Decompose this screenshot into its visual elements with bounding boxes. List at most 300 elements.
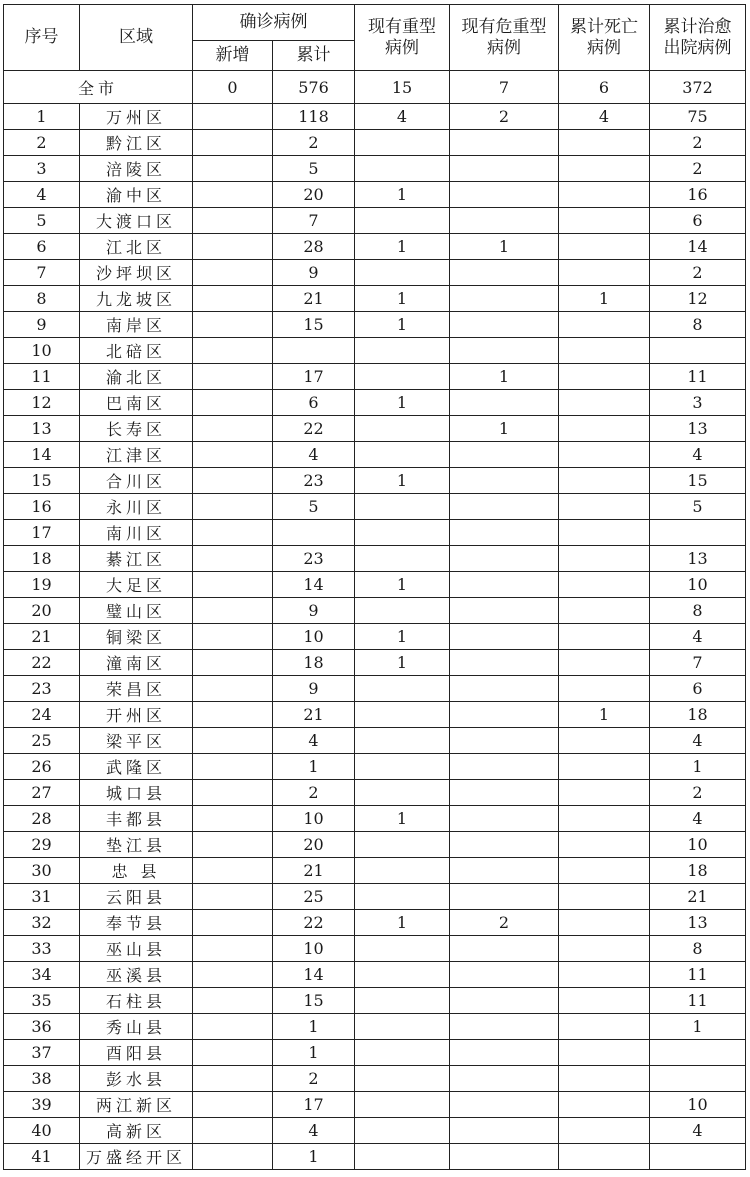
cell-deaths	[559, 260, 650, 286]
cell-cured: 11	[650, 988, 746, 1014]
cell-severe	[355, 442, 450, 468]
cell-deaths	[559, 1014, 650, 1040]
cell-cured: 18	[650, 858, 746, 884]
cell-new	[193, 962, 273, 988]
cell-new	[193, 546, 273, 572]
total-deaths: 6	[559, 71, 650, 104]
cell-seq: 10	[4, 338, 80, 364]
header-area: 区域	[80, 5, 193, 71]
cell-cured: 8	[650, 312, 746, 338]
cell-cured: 10	[650, 572, 746, 598]
cell-deaths	[559, 520, 650, 546]
cell-cumulative: 14	[273, 572, 355, 598]
cell-severe: 1	[355, 572, 450, 598]
cell-area: 云阳县	[80, 884, 193, 910]
cell-area: 綦江区	[80, 546, 193, 572]
header-cumulative: 累计	[273, 41, 355, 71]
cell-severe	[355, 598, 450, 624]
cell-new	[193, 624, 273, 650]
cell-area: 开州区	[80, 702, 193, 728]
cell-seq: 22	[4, 650, 80, 676]
cell-cured: 6	[650, 208, 746, 234]
cell-new	[193, 1040, 273, 1066]
cell-critical	[450, 624, 559, 650]
document-page	[3, 4, 746, 1170]
cell-critical	[450, 754, 559, 780]
cell-deaths	[559, 182, 650, 208]
cell-critical: 1	[450, 416, 559, 442]
cell-seq: 6	[4, 234, 80, 260]
cell-deaths	[559, 754, 650, 780]
cell-seq: 31	[4, 884, 80, 910]
cell-severe	[355, 1014, 450, 1040]
cell-area: 大渡口区	[80, 208, 193, 234]
cell-critical	[450, 572, 559, 598]
cell-area: 渝北区	[80, 364, 193, 390]
cell-cumulative: 17	[273, 364, 355, 390]
cell-deaths	[559, 676, 650, 702]
cell-seq: 7	[4, 260, 80, 286]
cell-seq: 33	[4, 936, 80, 962]
cell-cumulative: 18	[273, 650, 355, 676]
cell-cumulative: 7	[273, 208, 355, 234]
cell-cured: 4	[650, 624, 746, 650]
cell-cured: 18	[650, 702, 746, 728]
table-row	[4, 338, 746, 364]
cell-new	[193, 650, 273, 676]
cell-deaths	[559, 910, 650, 936]
cell-deaths	[559, 858, 650, 884]
cell-cured: 4	[650, 806, 746, 832]
case-statistics-table	[3, 4, 746, 1170]
cell-severe	[355, 208, 450, 234]
cell-critical	[450, 728, 559, 754]
cell-deaths	[559, 416, 650, 442]
table-row	[4, 754, 746, 780]
cell-new	[193, 780, 273, 806]
cell-seq: 4	[4, 182, 80, 208]
cell-cumulative: 9	[273, 260, 355, 286]
cell-critical	[450, 1118, 559, 1144]
cell-critical	[450, 1144, 559, 1170]
cell-cumulative: 21	[273, 286, 355, 312]
cell-seq: 36	[4, 1014, 80, 1040]
cell-severe	[355, 676, 450, 702]
cell-deaths: 4	[559, 104, 650, 130]
cell-new	[193, 754, 273, 780]
cell-critical	[450, 780, 559, 806]
cell-new	[193, 728, 273, 754]
cell-critical	[450, 208, 559, 234]
cell-cumulative: 10	[273, 624, 355, 650]
cell-new	[193, 598, 273, 624]
table-row	[4, 494, 746, 520]
cell-deaths	[559, 1144, 650, 1170]
cell-cured: 2	[650, 130, 746, 156]
cell-cumulative: 17	[273, 1092, 355, 1118]
table-row	[4, 858, 746, 884]
cell-cumulative: 21	[273, 858, 355, 884]
table-row	[4, 1144, 746, 1170]
cell-severe	[355, 962, 450, 988]
cell-cured: 75	[650, 104, 746, 130]
cell-cured: 2	[650, 260, 746, 286]
table-row	[4, 468, 746, 494]
cell-severe: 1	[355, 182, 450, 208]
cell-severe	[355, 520, 450, 546]
cell-critical	[450, 702, 559, 728]
cell-severe	[355, 1066, 450, 1092]
cell-severe	[355, 546, 450, 572]
cell-cumulative: 22	[273, 910, 355, 936]
cell-deaths	[559, 156, 650, 182]
cell-cured: 10	[650, 832, 746, 858]
cell-deaths	[559, 832, 650, 858]
table-row	[4, 286, 746, 312]
cell-cumulative: 23	[273, 468, 355, 494]
cell-area: 巴南区	[80, 390, 193, 416]
cell-cured	[650, 1040, 746, 1066]
cell-severe	[355, 728, 450, 754]
cell-severe: 1	[355, 624, 450, 650]
table-row	[4, 546, 746, 572]
cell-cured: 2	[650, 780, 746, 806]
cell-seq: 19	[4, 572, 80, 598]
cell-deaths	[559, 338, 650, 364]
cell-cumulative: 14	[273, 962, 355, 988]
cell-cumulative: 5	[273, 156, 355, 182]
cell-cumulative	[273, 520, 355, 546]
cell-area: 石柱县	[80, 988, 193, 1014]
cell-seq: 14	[4, 442, 80, 468]
cell-severe	[355, 1144, 450, 1170]
cell-deaths: 1	[559, 286, 650, 312]
cell-cured: 13	[650, 546, 746, 572]
cell-area: 城口县	[80, 780, 193, 806]
cell-cumulative: 15	[273, 312, 355, 338]
cell-new	[193, 260, 273, 286]
cell-area: 江津区	[80, 442, 193, 468]
cell-critical	[450, 156, 559, 182]
cell-cured: 8	[650, 936, 746, 962]
cell-cumulative: 6	[273, 390, 355, 416]
cell-seq: 41	[4, 1144, 80, 1170]
cell-deaths	[559, 364, 650, 390]
cell-new	[193, 338, 273, 364]
cell-seq: 5	[4, 208, 80, 234]
table-row	[4, 832, 746, 858]
cell-area: 涪陵区	[80, 156, 193, 182]
cell-severe: 1	[355, 234, 450, 260]
cell-new	[193, 364, 273, 390]
cell-critical	[450, 988, 559, 1014]
cell-cumulative	[273, 338, 355, 364]
cell-critical	[450, 182, 559, 208]
cell-seq: 34	[4, 962, 80, 988]
cell-area: 长寿区	[80, 416, 193, 442]
cell-deaths	[559, 1118, 650, 1144]
cell-severe	[355, 858, 450, 884]
cell-cumulative: 1	[273, 754, 355, 780]
cell-cumulative: 4	[273, 728, 355, 754]
cell-deaths	[559, 1092, 650, 1118]
table-row	[4, 104, 746, 130]
cell-seq: 38	[4, 1066, 80, 1092]
cell-seq: 1	[4, 104, 80, 130]
cell-new	[193, 1118, 273, 1144]
cell-seq: 37	[4, 1040, 80, 1066]
cell-critical	[450, 260, 559, 286]
cell-cured: 12	[650, 286, 746, 312]
cell-cured: 4	[650, 442, 746, 468]
cell-deaths	[559, 1040, 650, 1066]
table-header	[4, 5, 746, 71]
cell-critical	[450, 468, 559, 494]
cell-critical	[450, 962, 559, 988]
cell-critical	[450, 312, 559, 338]
cell-cumulative: 20	[273, 182, 355, 208]
table-row	[4, 702, 746, 728]
cell-critical	[450, 806, 559, 832]
table-row	[4, 260, 746, 286]
cell-severe	[355, 988, 450, 1014]
cell-seq: 26	[4, 754, 80, 780]
cell-critical	[450, 1040, 559, 1066]
cell-area: 奉节县	[80, 910, 193, 936]
cell-area: 万州区	[80, 104, 193, 130]
cell-deaths	[559, 130, 650, 156]
table-row	[4, 988, 746, 1014]
cell-cumulative: 1	[273, 1040, 355, 1066]
cell-new	[193, 988, 273, 1014]
cell-seq: 39	[4, 1092, 80, 1118]
cell-new	[193, 156, 273, 182]
cell-new	[193, 494, 273, 520]
table-row	[4, 234, 746, 260]
cell-severe: 1	[355, 468, 450, 494]
cell-seq: 28	[4, 806, 80, 832]
cell-cured	[650, 1066, 746, 1092]
cell-cured: 5	[650, 494, 746, 520]
cell-cured: 6	[650, 676, 746, 702]
cell-cumulative: 1	[273, 1014, 355, 1040]
cell-new	[193, 1066, 273, 1092]
cell-critical	[450, 494, 559, 520]
total-severe: 15	[355, 71, 450, 104]
cell-critical	[450, 884, 559, 910]
cell-seq: 16	[4, 494, 80, 520]
cell-cured: 1	[650, 1014, 746, 1040]
cell-critical	[450, 832, 559, 858]
cell-cumulative: 21	[273, 702, 355, 728]
cell-area: 两江新区	[80, 1092, 193, 1118]
cell-cured: 2	[650, 156, 746, 182]
cell-severe: 1	[355, 286, 450, 312]
cell-new	[193, 1092, 273, 1118]
cell-severe: 1	[355, 390, 450, 416]
cell-seq: 9	[4, 312, 80, 338]
cell-seq: 15	[4, 468, 80, 494]
cell-critical	[450, 546, 559, 572]
cell-cured: 21	[650, 884, 746, 910]
cell-deaths	[559, 494, 650, 520]
table-row	[4, 572, 746, 598]
table-row	[4, 884, 746, 910]
table-row	[4, 806, 746, 832]
cell-severe	[355, 936, 450, 962]
table-row	[4, 624, 746, 650]
cell-new	[193, 182, 273, 208]
cell-severe	[355, 416, 450, 442]
total-new: 0	[193, 71, 273, 104]
cell-new	[193, 390, 273, 416]
total-critical: 7	[450, 71, 559, 104]
cell-cumulative: 118	[273, 104, 355, 130]
cell-cured	[650, 1144, 746, 1170]
cell-cumulative: 2	[273, 780, 355, 806]
cell-new	[193, 806, 273, 832]
total-row	[4, 71, 746, 104]
cell-cumulative: 20	[273, 832, 355, 858]
table-row	[4, 416, 746, 442]
table-row	[4, 676, 746, 702]
cell-area: 潼南区	[80, 650, 193, 676]
cell-severe	[355, 1092, 450, 1118]
header-cured: 累计治愈 出院病例	[650, 5, 746, 71]
cell-area: 忠 县	[80, 858, 193, 884]
cell-area: 九龙坡区	[80, 286, 193, 312]
cell-critical	[450, 520, 559, 546]
cell-new	[193, 130, 273, 156]
cell-area: 秀山县	[80, 1014, 193, 1040]
cell-seq: 25	[4, 728, 80, 754]
cell-deaths	[559, 208, 650, 234]
cell-deaths: 1	[559, 702, 650, 728]
cell-cumulative: 5	[273, 494, 355, 520]
cell-new	[193, 208, 273, 234]
cell-critical: 1	[450, 234, 559, 260]
cell-area: 高新区	[80, 1118, 193, 1144]
cell-new	[193, 1144, 273, 1170]
cell-critical	[450, 338, 559, 364]
cell-cumulative: 4	[273, 442, 355, 468]
cell-severe	[355, 338, 450, 364]
cell-seq: 8	[4, 286, 80, 312]
table-row	[4, 520, 746, 546]
header-confirmed: 确诊病例	[193, 5, 355, 41]
cell-cumulative: 25	[273, 884, 355, 910]
cell-area: 沙坪坝区	[80, 260, 193, 286]
cell-severe	[355, 1118, 450, 1144]
cell-deaths	[559, 962, 650, 988]
cell-area: 南岸区	[80, 312, 193, 338]
table-row	[4, 130, 746, 156]
cell-critical: 2	[450, 104, 559, 130]
cell-area: 铜梁区	[80, 624, 193, 650]
cell-critical: 2	[450, 910, 559, 936]
cell-cured: 1	[650, 754, 746, 780]
cell-area: 万盛经开区	[80, 1144, 193, 1170]
cell-deaths	[559, 1066, 650, 1092]
cell-seq: 17	[4, 520, 80, 546]
cell-deaths	[559, 234, 650, 260]
cell-critical	[450, 1092, 559, 1118]
cell-deaths	[559, 806, 650, 832]
cell-area: 武隆区	[80, 754, 193, 780]
table-row	[4, 1092, 746, 1118]
cell-area: 璧山区	[80, 598, 193, 624]
cell-severe	[355, 754, 450, 780]
cell-seq: 11	[4, 364, 80, 390]
cell-seq: 3	[4, 156, 80, 182]
cell-seq: 20	[4, 598, 80, 624]
cell-critical	[450, 598, 559, 624]
cell-seq: 32	[4, 910, 80, 936]
cell-cured: 13	[650, 416, 746, 442]
cell-cumulative: 10	[273, 806, 355, 832]
header-deaths: 累计死亡 病例	[559, 5, 650, 71]
cell-critical	[450, 286, 559, 312]
cell-severe: 1	[355, 312, 450, 338]
cell-new	[193, 884, 273, 910]
cell-area: 彭水县	[80, 1066, 193, 1092]
table-row	[4, 1040, 746, 1066]
cell-cured: 13	[650, 910, 746, 936]
header-seq: 序号	[4, 5, 80, 71]
cell-critical	[450, 676, 559, 702]
cell-cumulative: 10	[273, 936, 355, 962]
cell-new	[193, 312, 273, 338]
cell-critical	[450, 442, 559, 468]
cell-area: 荣昌区	[80, 676, 193, 702]
cell-deaths	[559, 572, 650, 598]
header-critical: 现有危重型 病例	[450, 5, 559, 71]
header-severe: 现有重型 病例	[355, 5, 450, 71]
cell-severe	[355, 1040, 450, 1066]
table-row	[4, 1014, 746, 1040]
total-cured: 372	[650, 71, 746, 104]
table-row	[4, 598, 746, 624]
table-row	[4, 312, 746, 338]
table-row	[4, 780, 746, 806]
table-row	[4, 390, 746, 416]
cell-seq: 30	[4, 858, 80, 884]
cell-cumulative: 28	[273, 234, 355, 260]
table-row	[4, 442, 746, 468]
cell-deaths	[559, 884, 650, 910]
cell-cured: 16	[650, 182, 746, 208]
cell-severe: 4	[355, 104, 450, 130]
cell-seq: 35	[4, 988, 80, 1014]
cell-cumulative: 15	[273, 988, 355, 1014]
cell-new	[193, 702, 273, 728]
cell-seq: 21	[4, 624, 80, 650]
cell-critical	[450, 1066, 559, 1092]
cell-deaths	[559, 468, 650, 494]
cell-critical	[450, 650, 559, 676]
cell-deaths	[559, 650, 650, 676]
cell-severe	[355, 832, 450, 858]
cell-severe	[355, 260, 450, 286]
cell-cumulative: 2	[273, 1066, 355, 1092]
cell-cumulative: 4	[273, 1118, 355, 1144]
cell-deaths	[559, 988, 650, 1014]
cell-seq: 24	[4, 702, 80, 728]
cell-severe	[355, 494, 450, 520]
cell-area: 巫山县	[80, 936, 193, 962]
cell-deaths	[559, 728, 650, 754]
cell-new	[193, 234, 273, 260]
